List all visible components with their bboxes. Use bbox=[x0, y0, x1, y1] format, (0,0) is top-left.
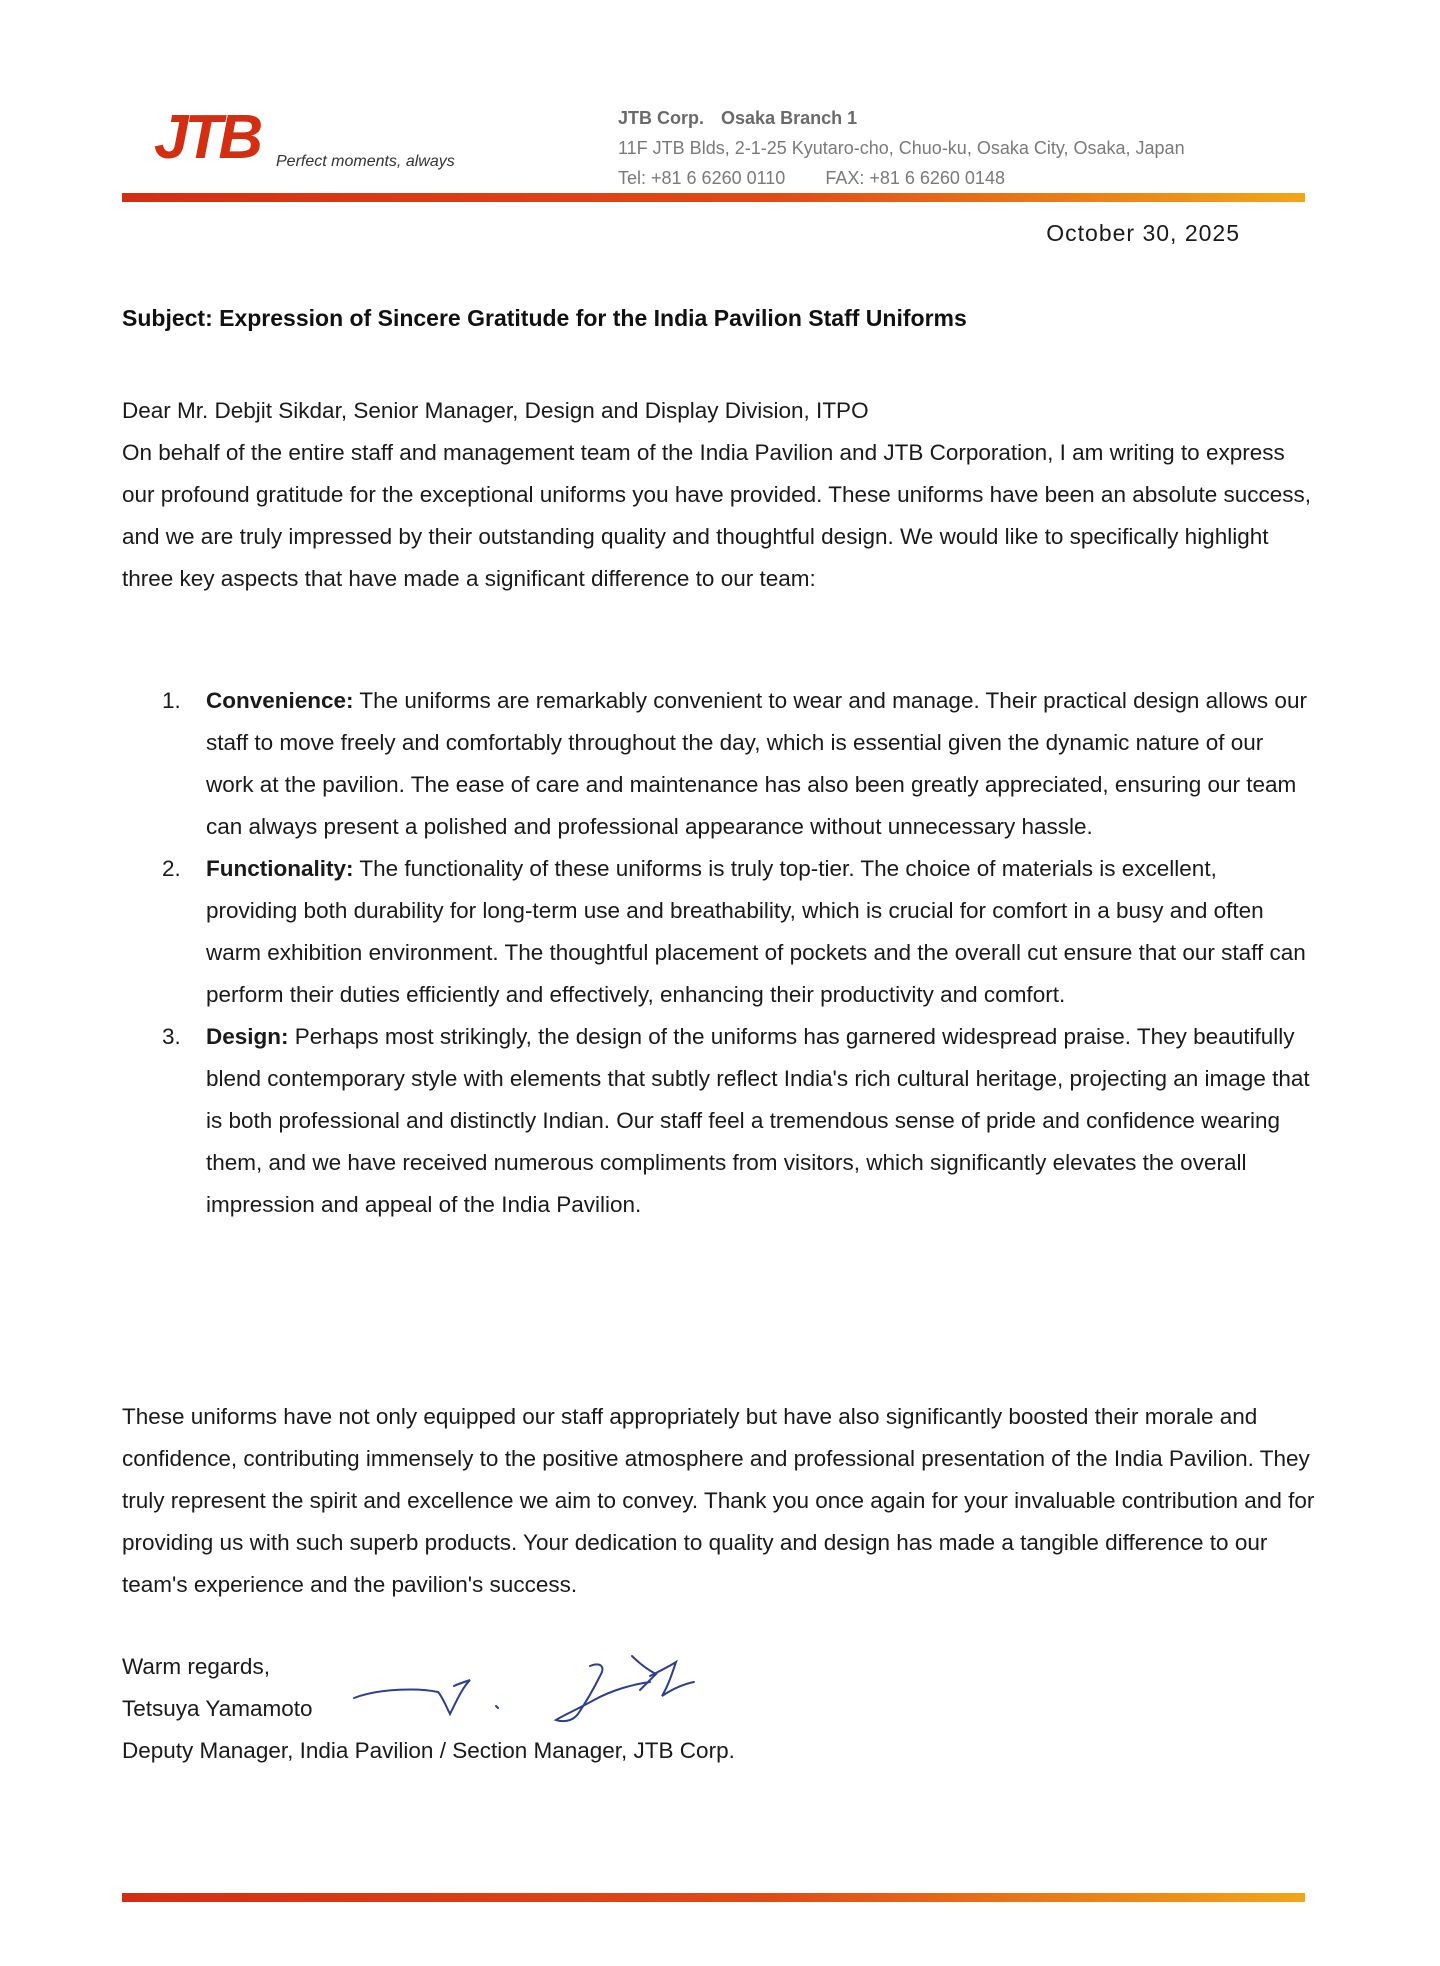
branch-heading bbox=[618, 103, 1185, 133]
letter-date: October 30, 2025 bbox=[1046, 220, 1240, 246]
list-item bbox=[162, 1016, 1312, 1226]
logo-wordmark: JTB bbox=[154, 103, 260, 172]
branch-address: 11F JTB Blds, 2-1-25 Kyutaro-cho, Chuo-ku, Osaka City, Osaka, Japan bbox=[618, 138, 1185, 158]
list-item-term: Design: bbox=[206, 1024, 289, 1049]
letter-body bbox=[122, 390, 1322, 600]
jtb-logo-icon bbox=[150, 100, 270, 172]
list-item-term: Functionality: bbox=[206, 856, 354, 881]
company-tagline: Perfect moments, always bbox=[276, 153, 455, 170]
signer-name: Tetsuya Yamamoto bbox=[122, 1696, 313, 1721]
intro-paragraph: On behalf of the entire staff and management team of the India Pavilion and JTB Corporation, I am writing to express our profound gratitude for the exceptional uniforms you have provided. These uniforms have been an absolute success, and we are truly impressed by their outstanding quality and thoughtful design. We would like to specifically highlight three key aspects that have made a significant difference to our team: bbox=[122, 440, 1312, 591]
regards-line: Warm regards, bbox=[122, 1654, 270, 1679]
salutation: Dear Mr. Debjit Sikdar, Senior Manager, Design and Display Division, ITPO bbox=[122, 398, 869, 423]
footer-rule bbox=[122, 1893, 1305, 1902]
list-item-term: Convenience: bbox=[206, 688, 354, 713]
branch-name: Osaka Branch 1 bbox=[721, 108, 858, 128]
list-item bbox=[162, 848, 1312, 1016]
list-item-text: The uniforms are remarkably convenient to wear and manage. Their practical design allows our staff to move freely and comfortably throughout the day, which is essential given the dynamic nature of our work at the pavilion. The ease of care and maintenance has also been greatly appreciated, ensuring our team can always present a polished and professional appearance without unnecessary hassle. bbox=[206, 688, 1307, 839]
branch-info bbox=[618, 103, 1185, 193]
list-item-number: 2. bbox=[162, 856, 181, 881]
list-item-text: The functionality of these uniforms is truly top-tier. The choice of materials is excellent, providing both durability for long-term use and breathability, which is crucial for comfort in a busy and often warm exhibition environment. The thoughtful placement of pockets and the overall cut ensure that our staff can perform their duties efficiently and effectively, enhancing their productivity and comfort. bbox=[206, 856, 1306, 1007]
closing-paragraph: These uniforms have not only equipped our staff appropriately but have also significantly boosted their morale and confidence, contributing immensely to the positive atmosphere and professional presentation of the India Pavilion. They truly represent the spirit and excellence we aim to convey. Thank you once again for your invaluable contribution and for providing us with such superb products. Your dedication to quality and design has made a tangible difference to our team's experience and the pavilion's success. bbox=[122, 1404, 1315, 1597]
aspects-list bbox=[162, 680, 1312, 1226]
jtb-logo bbox=[150, 100, 270, 172]
branch-contact bbox=[618, 163, 1185, 193]
signature-icon bbox=[350, 1640, 750, 1730]
list-item bbox=[162, 680, 1312, 848]
branch-tel: Tel: +81 6 6260 0110 bbox=[618, 168, 786, 188]
branch-fax: FAX: +81 6 6260 0148 bbox=[825, 168, 1005, 188]
list-item-number: 1. bbox=[162, 688, 181, 713]
list-item-text: Perhaps most strikingly, the design of the uniforms has garnered widespread praise. They beautifully blend contemporary style with elements that subtly reflect India's rich cultural heritage, projecting an image that is both professional and distinctly Indian. Our staff feel a tremendous sense of pride and confidence wearing them, and we have received numerous compliments from visitors, which significantly elevates the overall impression and appeal of the India Pavilion. bbox=[206, 1024, 1310, 1217]
company-name: JTB Corp. bbox=[618, 108, 705, 128]
header-rule bbox=[122, 193, 1305, 202]
list-item-number: 3. bbox=[162, 1024, 181, 1049]
letter-subject: Subject: Expression of Sincere Gratitude for the India Pavilion Staff Uniforms bbox=[122, 305, 967, 331]
handwritten-signature bbox=[350, 1640, 750, 1730]
signer-title: Deputy Manager, India Pavilion / Section Manager, JTB Corp. bbox=[122, 1738, 735, 1763]
